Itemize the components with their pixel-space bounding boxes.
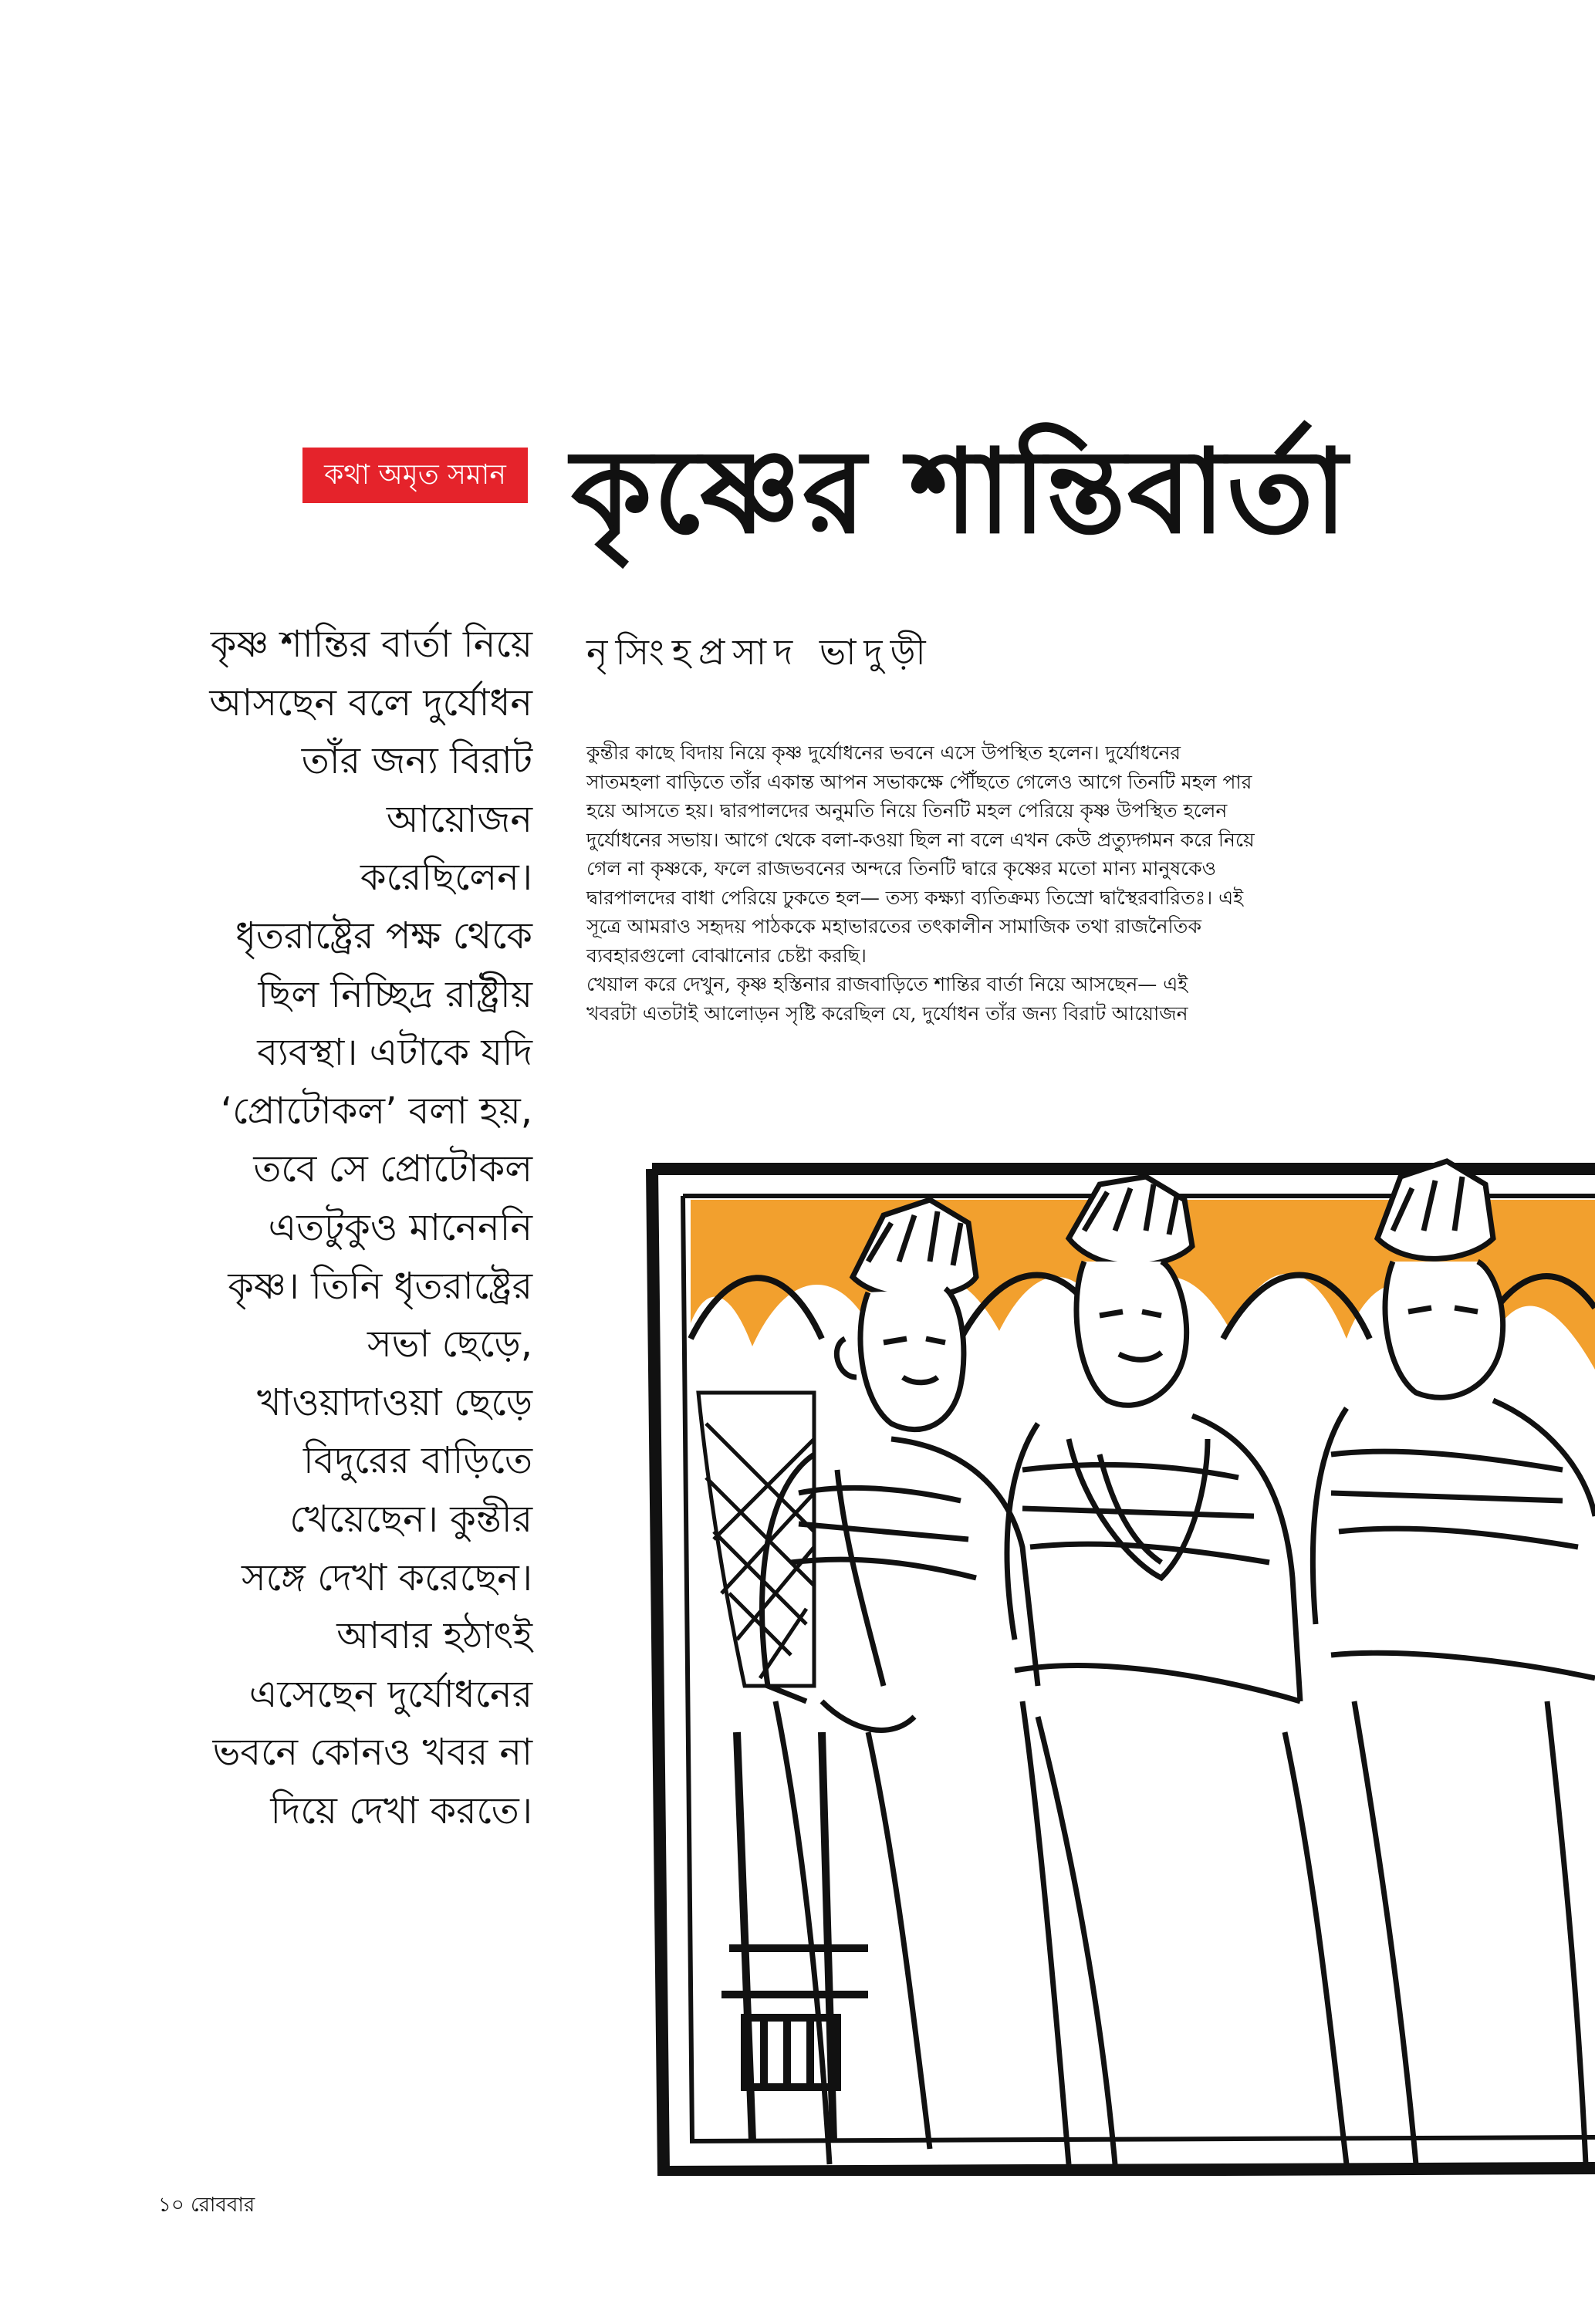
pull-quote-line: ধৃতরাষ্ট্রের পক্ষ থেকে [235,914,532,958]
pull-quote-line: করেছিলেন। [360,856,532,900]
body-line: দ্বারপালদের বাধা পেরিয়ে ঢুকতে হল— তস্য কক্ষ্যা ব্যতিক্রম্য তিস্রো দ্বাস্থৈরবারিতঃ। এই [586,886,1244,909]
body-line: খবরটা এতটাই আলোড়ন সৃষ্টি করেছিল যে, দুর্যোধন তাঁর জন্য বিরাট আয়োজন [586,1002,1188,1025]
pull-quote-line: আয়োজন [386,797,532,841]
body-line: কুন্তীর কাছে বিদায় নিয়ে কৃষ্ণ দুর্যোধনের ভবনে এসে উপস্থিত হলেন। দুর্যোধনের [586,741,1181,764]
body-line: গেল না কৃষ্ণকে, ফলে রাজভবনের অন্দরে তিনটি দ্বারে কৃষ্ণের মতো মান্য মানুষকেও [586,857,1217,880]
pull-quote-line: ‘প্রোটোকল’ বলা হয়, [220,1089,532,1133]
body-line: ব্যবহারগুলো বোঝানোর চেষ্টা করছি। [586,944,867,967]
body-line: হয়ে আসতে হয়। দ্বারপালদের অনুমতি নিয়ে তিনটি মহল পেরিয়ে কৃষ্ণ উপস্থিত হলেন [586,799,1228,822]
throne-seats [721,1732,868,2141]
body-line: সাতমহলা বাড়িতে তাঁর একান্ত আপন সভাকক্ষে পৌঁছতে গেলেও আগে তিনটি মহল পার [586,770,1252,793]
page-folio: ১০ রোববার [158,2194,255,2217]
body-line: খেয়াল করে দেখুন, কৃষ্ণ হস্তিনার রাজবাড়িতে শান্তির বার্তা নিয়ে আসছেন— এই [586,973,1188,995]
pull-quote-line: আবার হঠাৎই [336,1614,532,1658]
pull-quote-line: ব্যবস্থা। এটাকে যদি [257,1031,532,1075]
headline: কৃষ্ণের শান্তিবার্তা [571,425,1349,559]
pull-quote [116,616,532,1840]
pull-quote-line: খেয়েছেন। কুন্তীর [289,1497,532,1541]
pull-quote-line: এসেছেন দুর্যোধনের [248,1672,532,1716]
pull-quote-line: বিদুরের বাড়িতে [303,1439,532,1483]
illustration-three-seated-kings [637,1146,1595,2176]
byline: নৃসিংহপ্রসাদ ভাদুড়ী [586,631,934,673]
body-line: সূত্রে আমরাও সহৃদয় পাঠককে মহাভারতের তৎকালীন সামাজিক তথা রাজনৈতিক [586,915,1201,937]
pull-quote-line: তাঁর জন্য বিরাট [301,739,532,783]
pull-quote-line: খাওয়াদাওয়া ছেড়ে [256,1380,532,1424]
pull-quote-line: দিয়ে দেখা করতে। [270,1789,532,1833]
article-body [586,738,1582,1028]
pull-quote-line: ছিল নিচ্ছিদ্র রাষ্ট্রীয় [258,972,532,1016]
pull-quote-line: কৃষ্ণ শান্তির বার্তা নিয়ে [210,623,532,666]
pull-quote-line: সঙ্গে দেখা করেছেন। [242,1556,532,1599]
pull-quote-line: তবে সে প্রোটোকল [253,1147,532,1191]
pull-quote-line: আসছেন বলে দুর্যোধন [209,681,532,725]
pull-quote-line: সভা ছেড়ে, [367,1322,532,1366]
pull-quote-line: কৃষ্ণ। তিনি ধৃতরাষ্ট্রের [228,1264,532,1308]
throne-lattice [698,1393,814,1686]
section-tag: কথা অমৃত সমান [302,448,528,503]
pull-quote-line: এতটুকুও মানেননি [268,1205,532,1249]
body-line: দুর্যোধনের সভায়। আগে থেকে বলা-কওয়া ছিল না বলে এখন কেউ প্রত্যুদ্গমন করে নিয়ে [586,828,1255,851]
pull-quote-line: ভবনে কোনও খবর না [212,1731,532,1775]
